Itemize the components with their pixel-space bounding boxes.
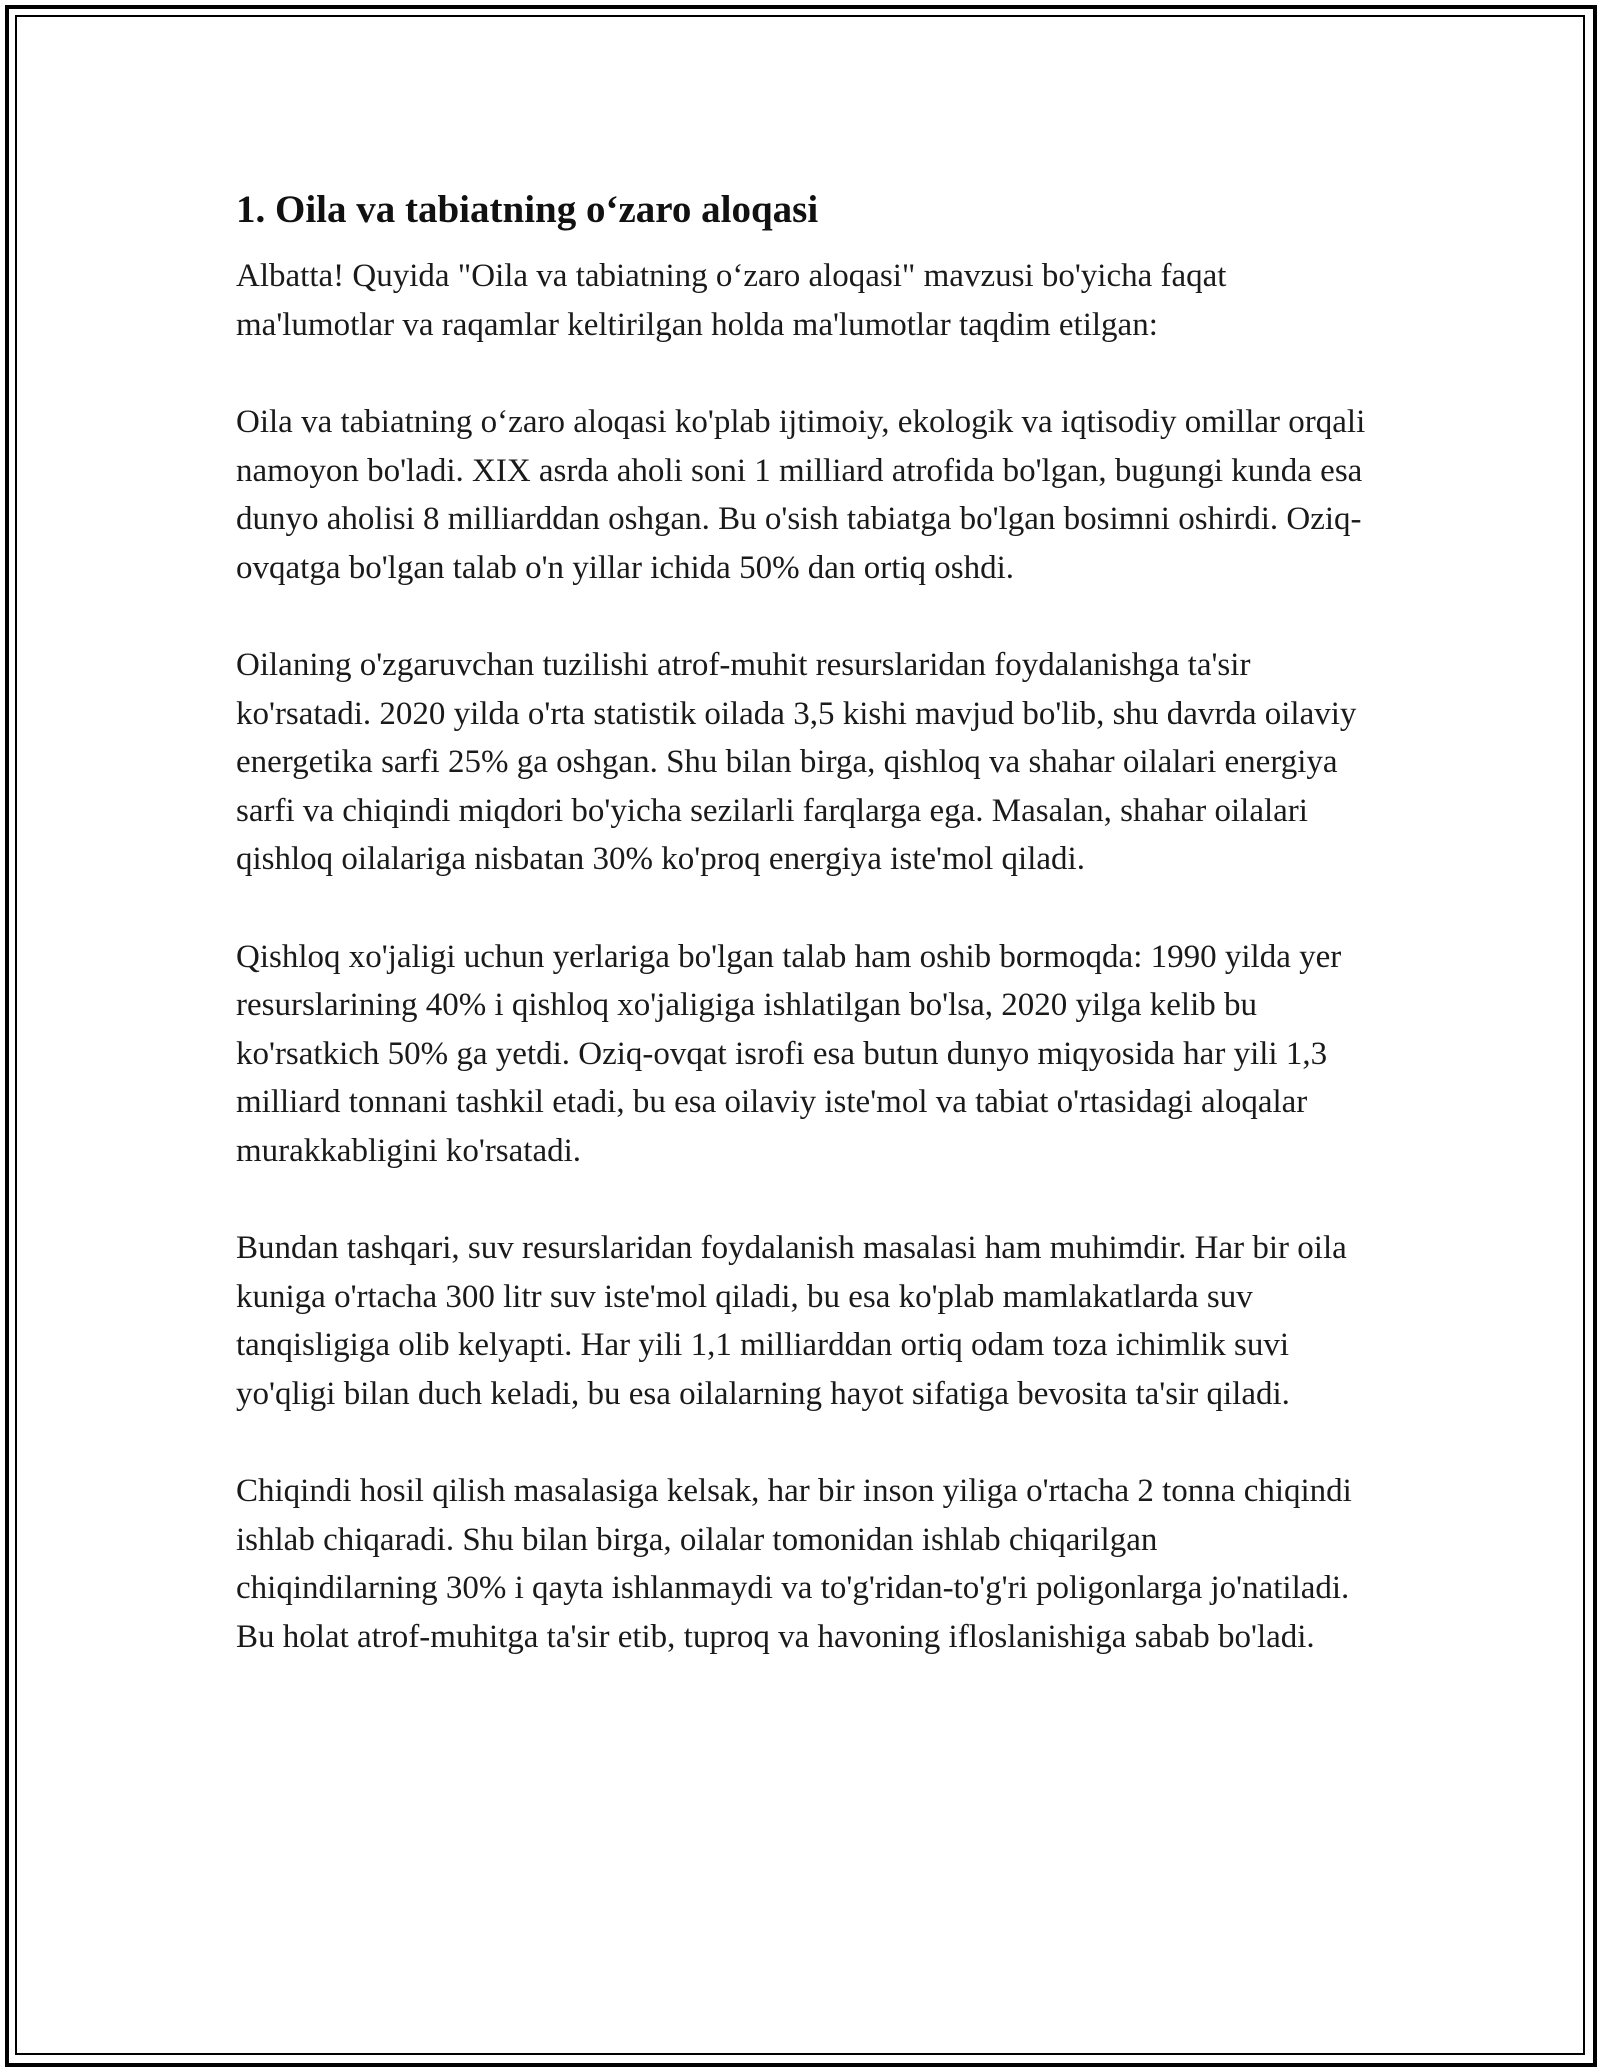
paragraph-agriculture: Qishloq xo'jaligi uchun yerlariga bo'lgan talab ham oshib bormoqda: 1990 yilda yer resurslarining 40% i qishloq xo'jaligiga ishlatilgan bo'lsa, 2020 yilga kelib bu ko'rsatkich 50% ga yetdi. Oziq-ovqat isrofi esa butun dunyo miqyosida har yili 1,3 milliard tonnani tashkil etadi, bu esa oilaviy iste'mol va tabiat o'rtasidagi aloqalar murakkabligini ko'rsatadi. xyxy=(236,938,1342,1169)
paragraph-intro: Albatta! Quyida "Oila va tabiatning o‘zaro aloqasi" mavzusi bo'yicha faqat ma'lumotlar va raqamlar keltirilgan holda ma'lumotlar taqdim etilgan: xyxy=(236,258,1227,343)
document-title: 1. Oila va tabiatning o‘zaro aloqasi xyxy=(236,188,819,231)
paragraph-population: Oila va tabiatning o‘zaro aloqasi ko'plab ijtimoiy, ekologik va iqtisodiy omillar orqali namoyon bo'ladi. XIX asrda aholi soni 1 milliard atrofida bo'lgan, bugungi kunda esa dunyo aholisi 8 milliarddan oshgan. Bu o'sish tabiatga bo'lgan bosimni oshirdi. Oziq-ovqatga bo'lgan talab o'n yillar ichida 50% dan ortiq oshdi. xyxy=(236,404,1366,586)
paragraph-water: Bundan tashqari, suv resurslaridan foydalanish masalasi ham muhimdir. Har bir oila kuniga o'rtacha 300 litr suv iste'mol qiladi, bu esa ko'plab mamlakatlarda suv tanqisligiga olib kelyapti. Har yili 1,1 milliarddan ortiq odam toza ichimlik suvi yo'qligi bilan duch keladi, bu esa oilalarning hayot sifatiga bevosita ta'sir qiladi. xyxy=(236,1230,1347,1412)
document-body xyxy=(236,180,1366,1710)
paragraph-family-energy: Oilaning o'zgaruvchan tuzilishi atrof-muhit resurslaridan foydalanishga ta'sir ko'rsatadi. 2020 yilda o'rta statistik oilada 3,5 kishi mavjud bo'lib, shu davrda oilaviy energetika sarfi 25% ga oshgan. Shu bilan birga, qishloq va shahar oilalari energiya sarfi va chiqindi miqdori bo'yicha sezilarli farqlarga ega. Masalan, shahar oilalari qishloq oilalariga nisbatan 30% ko'proq energiya iste'mol qiladi. xyxy=(236,647,1357,877)
paragraph-waste: Chiqindi hosil qilish masalasiga kelsak, har bir inson yiliga o'rtacha 2 tonna chiqindi ishlab chiqaradi. Shu bilan birga, oilalar tomonidan ishlab chiqarilgan chiqindilarning 30% i qayta ishlanmaydi va to'g'ridan-to'g'ri poligonlarga jo'natiladi. Bu holat atrof-muhitga ta'sir etib, tuproq va havoning ifloslanishiga sabab bo'ladi. xyxy=(236,1473,1352,1655)
